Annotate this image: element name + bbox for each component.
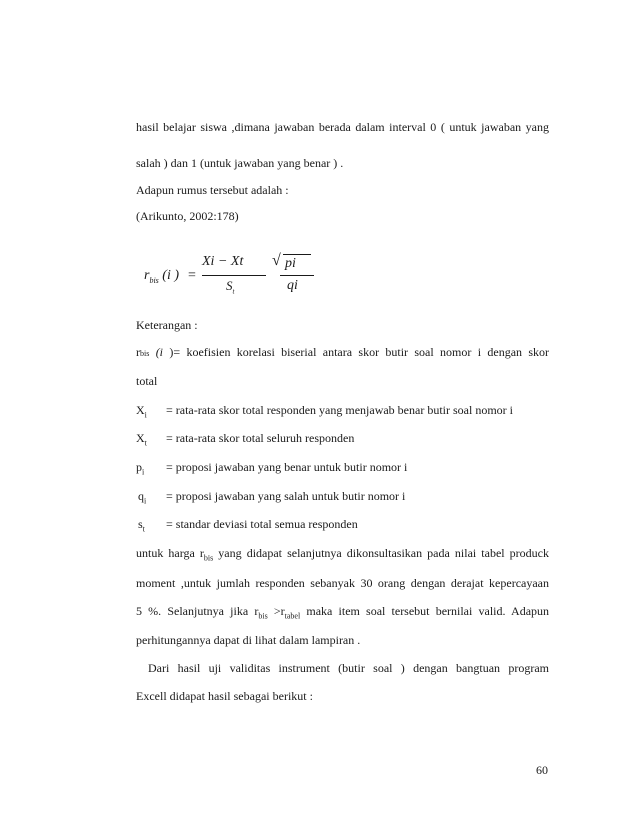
- formula-s-subscript: t: [232, 287, 235, 296]
- keterangan-heading: Keterangan :: [136, 318, 198, 332]
- definition-text: = rata-rata skor total responden yang menjawab benar butir soal nomor i: [166, 403, 513, 417]
- term-letter: X: [136, 431, 145, 445]
- rtabel-subscript: tabel: [284, 611, 301, 621]
- definition-term: [136, 460, 144, 476]
- text-span: untuk harga r: [136, 546, 204, 560]
- rbis-subscript: bis: [258, 611, 268, 621]
- formula-s: S: [226, 278, 233, 293]
- text-span: >r: [267, 604, 285, 618]
- formula-r-subscript: bis: [149, 275, 159, 285]
- formula-denominator-2: qi: [287, 278, 298, 293]
- formula-intro: Adapun rumus tersebut adalah :: [136, 183, 289, 197]
- definition-term: [136, 403, 147, 419]
- body-text-line: [136, 546, 549, 562]
- term-letter: X: [136, 403, 145, 417]
- fraction-bar-2: [280, 275, 314, 276]
- term-letter: q: [138, 489, 144, 503]
- body-text-line: hasil belajar siswa ,dimana jawaban berada dalam interval 0 ( untuk jawaban yang: [136, 120, 549, 134]
- body-text-line: [136, 604, 549, 620]
- citation: (Arikunto, 2002:178): [136, 209, 239, 223]
- term-subscript: t: [144, 438, 147, 448]
- square-root-bar: [283, 254, 311, 255]
- text-span: yang didapat selanjutnya dikonsultasikan pada nilai tabel produck: [213, 546, 549, 560]
- rbis-definition: [136, 345, 549, 360]
- definition-text: = standar deviasi total semua responden: [166, 517, 358, 531]
- rbis-definition-cont: total: [136, 374, 158, 388]
- term-subscript: i: [144, 410, 147, 420]
- definition-term: [138, 489, 146, 505]
- text-span: 5 %. Selanjutnya jika r: [136, 604, 259, 618]
- definition-text: = proposi jawaban yang benar untuk butir nomor i: [166, 460, 408, 474]
- square-root-sign: √: [272, 252, 281, 269]
- definition-term: [136, 431, 147, 447]
- formula-r: r: [144, 268, 150, 283]
- term-letter: s: [138, 517, 143, 531]
- formula-argument: (i ): [162, 268, 180, 283]
- term-letter: p: [136, 460, 142, 474]
- formula-lhs: [144, 268, 179, 285]
- page-number: 60: [536, 763, 548, 777]
- formula-numerator-1: Xi − Xt: [202, 254, 244, 269]
- term-subscript: t: [142, 524, 145, 534]
- text-span: maka item soal tersebut bernilai valid. Adapun: [300, 604, 550, 618]
- body-text-line: salah ) dan 1 (untuk jawaban yang benar ) .: [136, 156, 344, 170]
- rbis-arg: (i: [155, 345, 164, 359]
- rbis-text: )= koefisien korelasi biserial antara skor butir soal nomor i dengan skor: [169, 345, 550, 359]
- formula-equals: =: [188, 268, 196, 283]
- term-subscript: i: [144, 496, 147, 506]
- biserial-formula: [144, 250, 344, 310]
- formula-denominator-1: [226, 278, 234, 296]
- body-text-line: Dari hasil uji validitas instrument (butir soal ) dengan bangtuan program: [148, 661, 549, 675]
- term-subscript: i: [142, 467, 145, 477]
- body-text-line: Excell didapat hasil sebagai berikut :: [136, 689, 313, 703]
- fraction-bar-1: [202, 275, 266, 276]
- body-text-line: moment ,untuk jumlah responden sebanyak 30 orang dengan derajat kepercayaan: [136, 576, 549, 590]
- formula-numerator-2: pi: [285, 256, 296, 271]
- definition-text: = rata-rata skor total seluruh responden: [166, 431, 355, 445]
- definition-term: [138, 517, 145, 533]
- rbis-subscript: bis: [203, 553, 214, 563]
- body-text-line: perhitungannya dapat di lihat dalam lampiran .: [136, 633, 361, 647]
- rbis-term: r: [136, 345, 140, 359]
- rbis-subscript: bis: [140, 349, 150, 358]
- definition-text: = proposi jawaban yang salah untuk butir nomor i: [166, 489, 406, 503]
